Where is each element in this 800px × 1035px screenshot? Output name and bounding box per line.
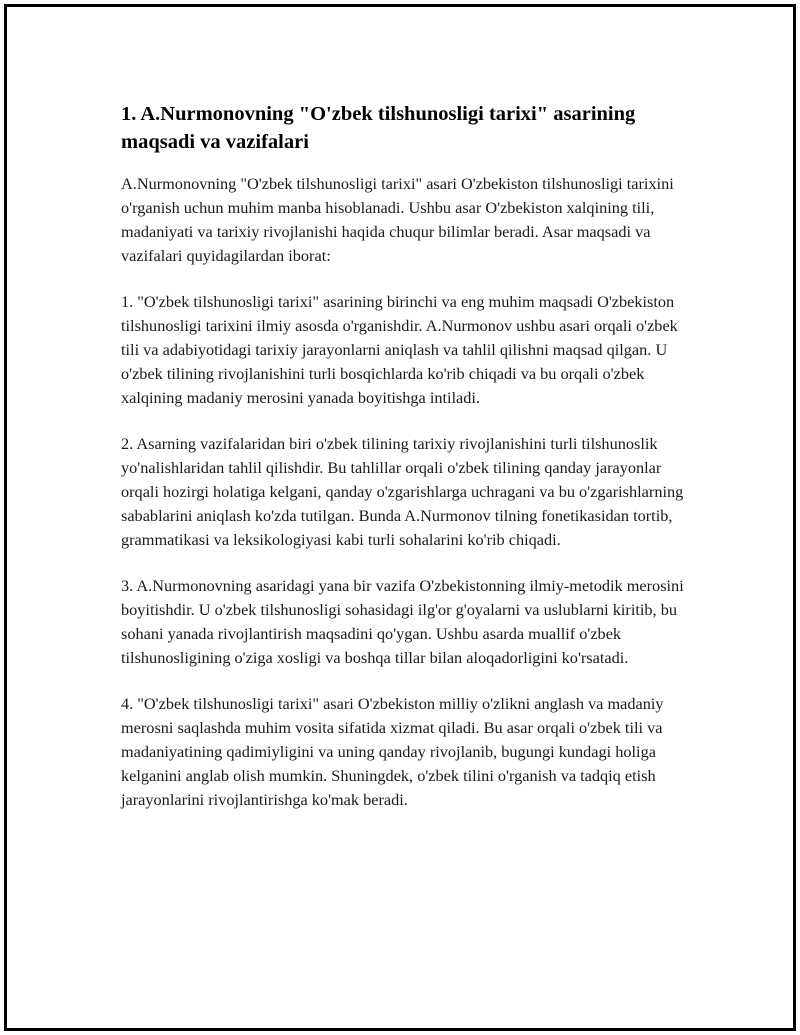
intro-paragraph: A.Nurmonovning "O'zbek tilshunosligi tarixi" asari O'zbekiston tilshunosligi tarixini o'rganish uchun muhim manba hisoblanadi. Ushbu asar O'zbekiston xalqining tili, madaniyati va tarixiy rivojlanishi haqida chuqur bilimlar beradi. Asar maqsadi va vazifalari quyidagilardan iborat: [121, 174, 674, 265]
document-content [121, 100, 691, 834]
paragraph-4: 4. "O'zbek tilshunosligi tarixi" asari O'zbekiston milliy o'zlikni anglash va madaniy merosni saqlashda muhim vosita sifatida xizmat qiladi. Bu asar orqali o'zbek tili va madaniyatining qadimiyligini va uning qanday rivojlanib, bugungi kundagi holiga kelganini anglab olish mumkin. Shuningdek, o'zbek tilini o'rganish va tadqiq etish jarayonlarini rivojlantirishga ko'mak beradi. [121, 694, 664, 809]
document-title: 1. A.Nurmonovning "O'zbek tilshunosligi tarixi" asarining maqsadi va vazifalari [121, 103, 636, 153]
paragraph-1: 1. "O'zbek tilshunosligi tarixi" asarining birinchi va eng muhim maqsadi O'zbekiston tilshunosligi tarixini ilmiy asosda o'rganishdir. A.Nurmonov ushbu asari orqali o'zbek tili va adabiyotidagi tarixiy jarayonlarni aniqlash va tahlil qilishni maqsad qilgan. U o'zbek tilining rivojlanishini turli bosqichlarda ko'rib chiqadi va bu orqali o'zbek xalqining madaniy merosini yanada boyitishga intiladi. [121, 292, 678, 407]
paragraph-3: 3. A.Nurmonovning asaridagi yana bir vazifa O'zbekistonning ilmiy-metodik merosini boyitishdir. U o'zbek tilshunosligi sohasidagi ilg'or g'oyalarni va uslublarni kiritib, bu sohani yanada rivojlantirish maqsadini qo'ygan. Ushbu asarda muallif o'zbek tilshunosligining o'ziga xosligi va boshqa tillar bilan aloqadorligini ko'rsatadi. [121, 576, 684, 667]
paragraph-2: 2. Asarning vazifalaridan biri o'zbek tilining tarixiy rivojlanishini turli tilshunoslik yo'nalishlaridan tahlil qilishdir. Bu tahlillar orqali o'zbek tilining qanday jarayonlar orqali hozirgi holatiga kelgani, qanday o'zgarishlarga uchragani va bu o'zgarishlarning sabablarini aniqlash ko'zda tutilgan. Bunda A.Nurmonov tilning fonetikasidan tortib, grammatikasi va leksikologiyasi kabi turli sohalarini ko'rib chiqadi. [121, 434, 684, 549]
document-page [4, 4, 796, 1031]
